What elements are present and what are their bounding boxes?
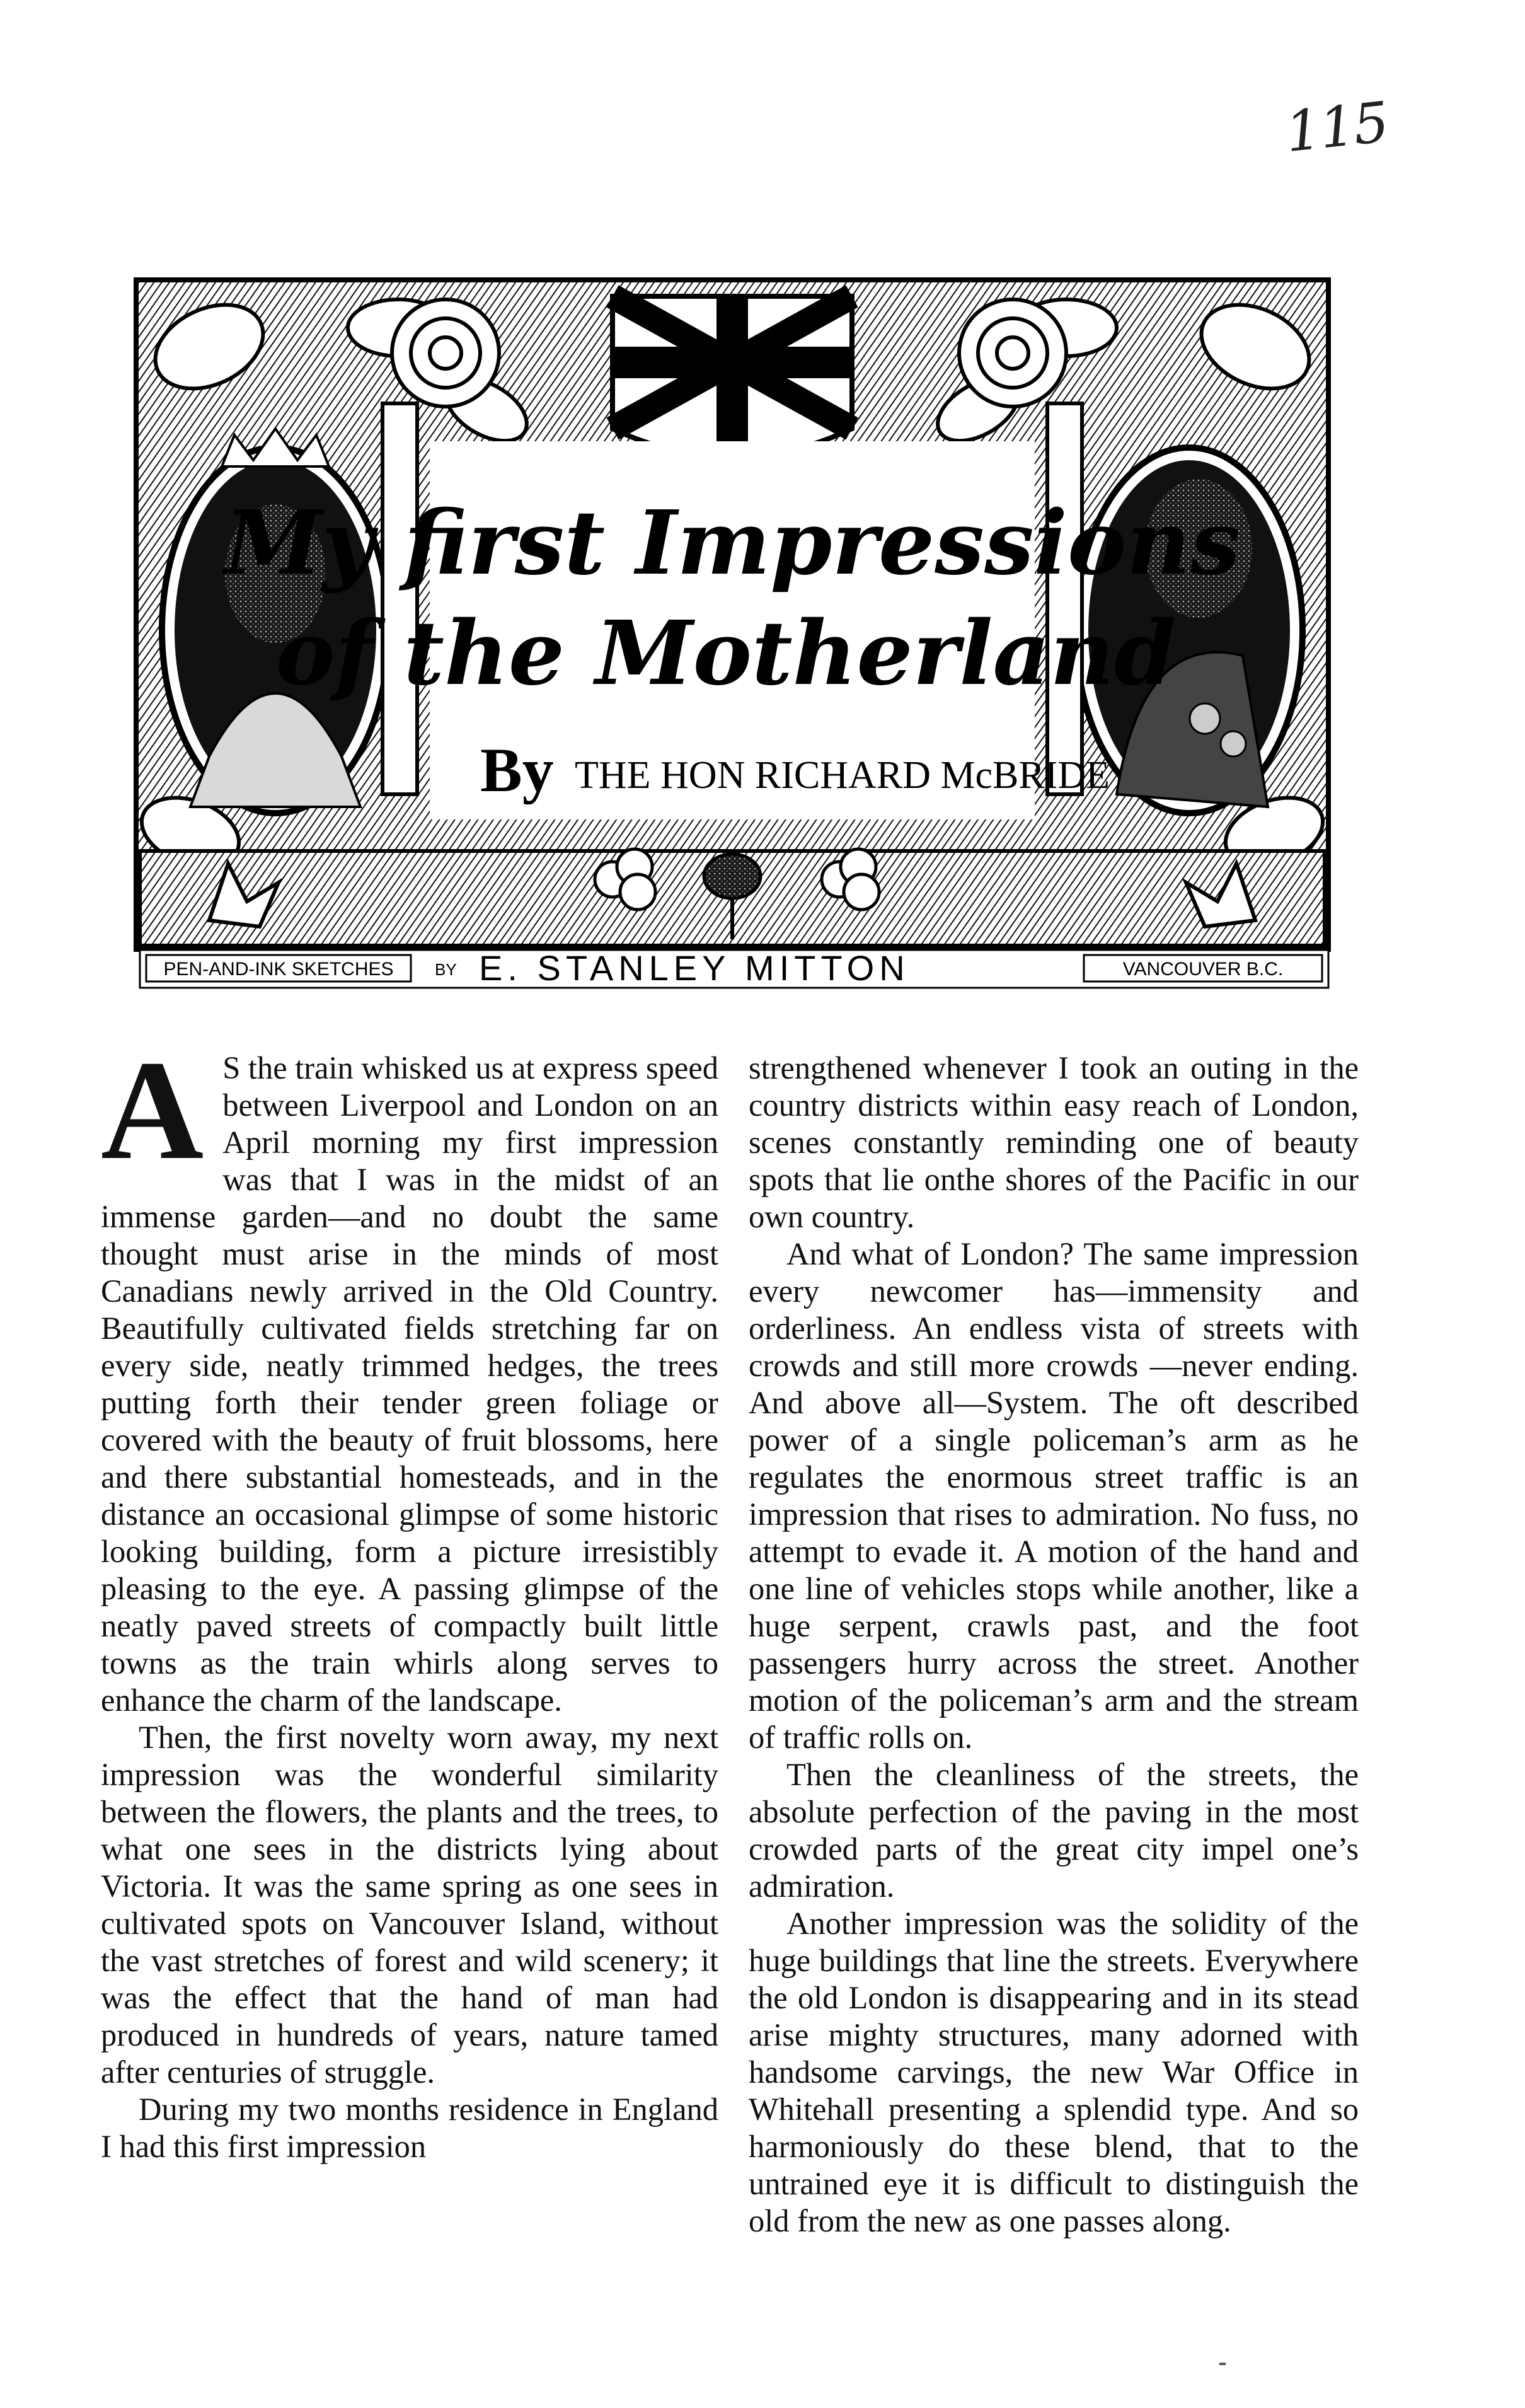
byline-author: THE HON RICHARD McBRIDE [575,754,1110,797]
paragraph: And what of London? The same impression every newcomer has—immensity and orderliness. An endless vista of streets with crowds and still more crowds —never ending. And above all—System. The oft described power of a single policeman’s arm as he regulates the enormous street traffic is an impression that rises to admiration. No fuss, no attempt to evade it. A motion of the hand and one line of vehicles stops while another, like a huge serpent, crawls past, and the foot passengers hurry across the street. Another motion of the policeman’s arm and the stream of traffic rolls on. [749,1236,1359,1755]
paragraph: During my two months residence in England I had this first impression [101,2092,718,2164]
title-line-2: of the Motherland [276,602,1176,705]
paragraph: strengthened whenever I took an outing in the country districts within easy reach of London, scenes constantly reminding one of beauty spots that lie onthe shores of the Pacific in our own country. [749,1050,1359,1234]
page-number: 115 [1282,89,1391,165]
article-right-column [749,1050,1359,2240]
paragraph: A S the train whisked us at express speed between Liverpool and London on an April morning my first impression was that I was in the midst of an immense garden—and no doubt the same thought must arise in the minds of most Canadians newly arrived in the Old Country. Beautifully cultivated fields stretching far on every side, neatly trimmed hedges, the trees putting forth their tender green foliage or covered with the beauty of fruit blossoms, here and there substantial homesteads, and in the distance an occasional glimpse of some historic looking building, form a picture irresistibly pleasing to the eye. A passing glimpse of the neatly paved streets of compactly built little towns as the train whirls along serves to enhance the charm of the landscape. [101,1031,719,1718]
union-jack-shield-icon [613,296,852,460]
credit-by: BY [435,960,457,979]
credit-artist: E. STANLEY MITTON [479,949,910,988]
paragraph: Another impression was the solidity of the huge buildings that line the streets. Everywhere the old London is disappearing and in its stead arise mighty structures, many adorned with handsome carvings, the new War Office in Whitehall presenting a splendid type. And so harmoniously do these blend, that to the untrained eye it is difficult to distinguish the old from the new as one passes along. [749,1906,1359,2238]
title-line-1: My first Impressions [224,492,1240,595]
credit-label: PEN-AND-INK SKETCHES [163,959,394,980]
drop-cap: A [101,1031,204,1189]
illustration-credit [139,949,1330,989]
paragraph: Then the cleanliness of the streets, the absolute perfection of the paving in the most crowded parts of the great city impel one’s admiration. [749,1757,1359,1904]
print-mark [1219,2363,1226,2365]
byline-by: By [480,735,554,805]
paragraph: Then, the first novelty worn away, my next impression was the wonderful similarity between the flowers, the plants and the trees, to what one sees in the districts lying about Victoria. It was the same spring as one sees in cultivated spots on Vancouver Island, without the vast stretches of forest and wild scenery; it was the effect that the hand of man had produced in hundreds of years, nature tamed after centuries of struggle. [101,1720,718,2090]
illustrated-title-banner [134,277,1331,952]
credit-location: VANCOUVER B.C. [1122,959,1284,980]
article-left-column [101,1031,719,2165]
